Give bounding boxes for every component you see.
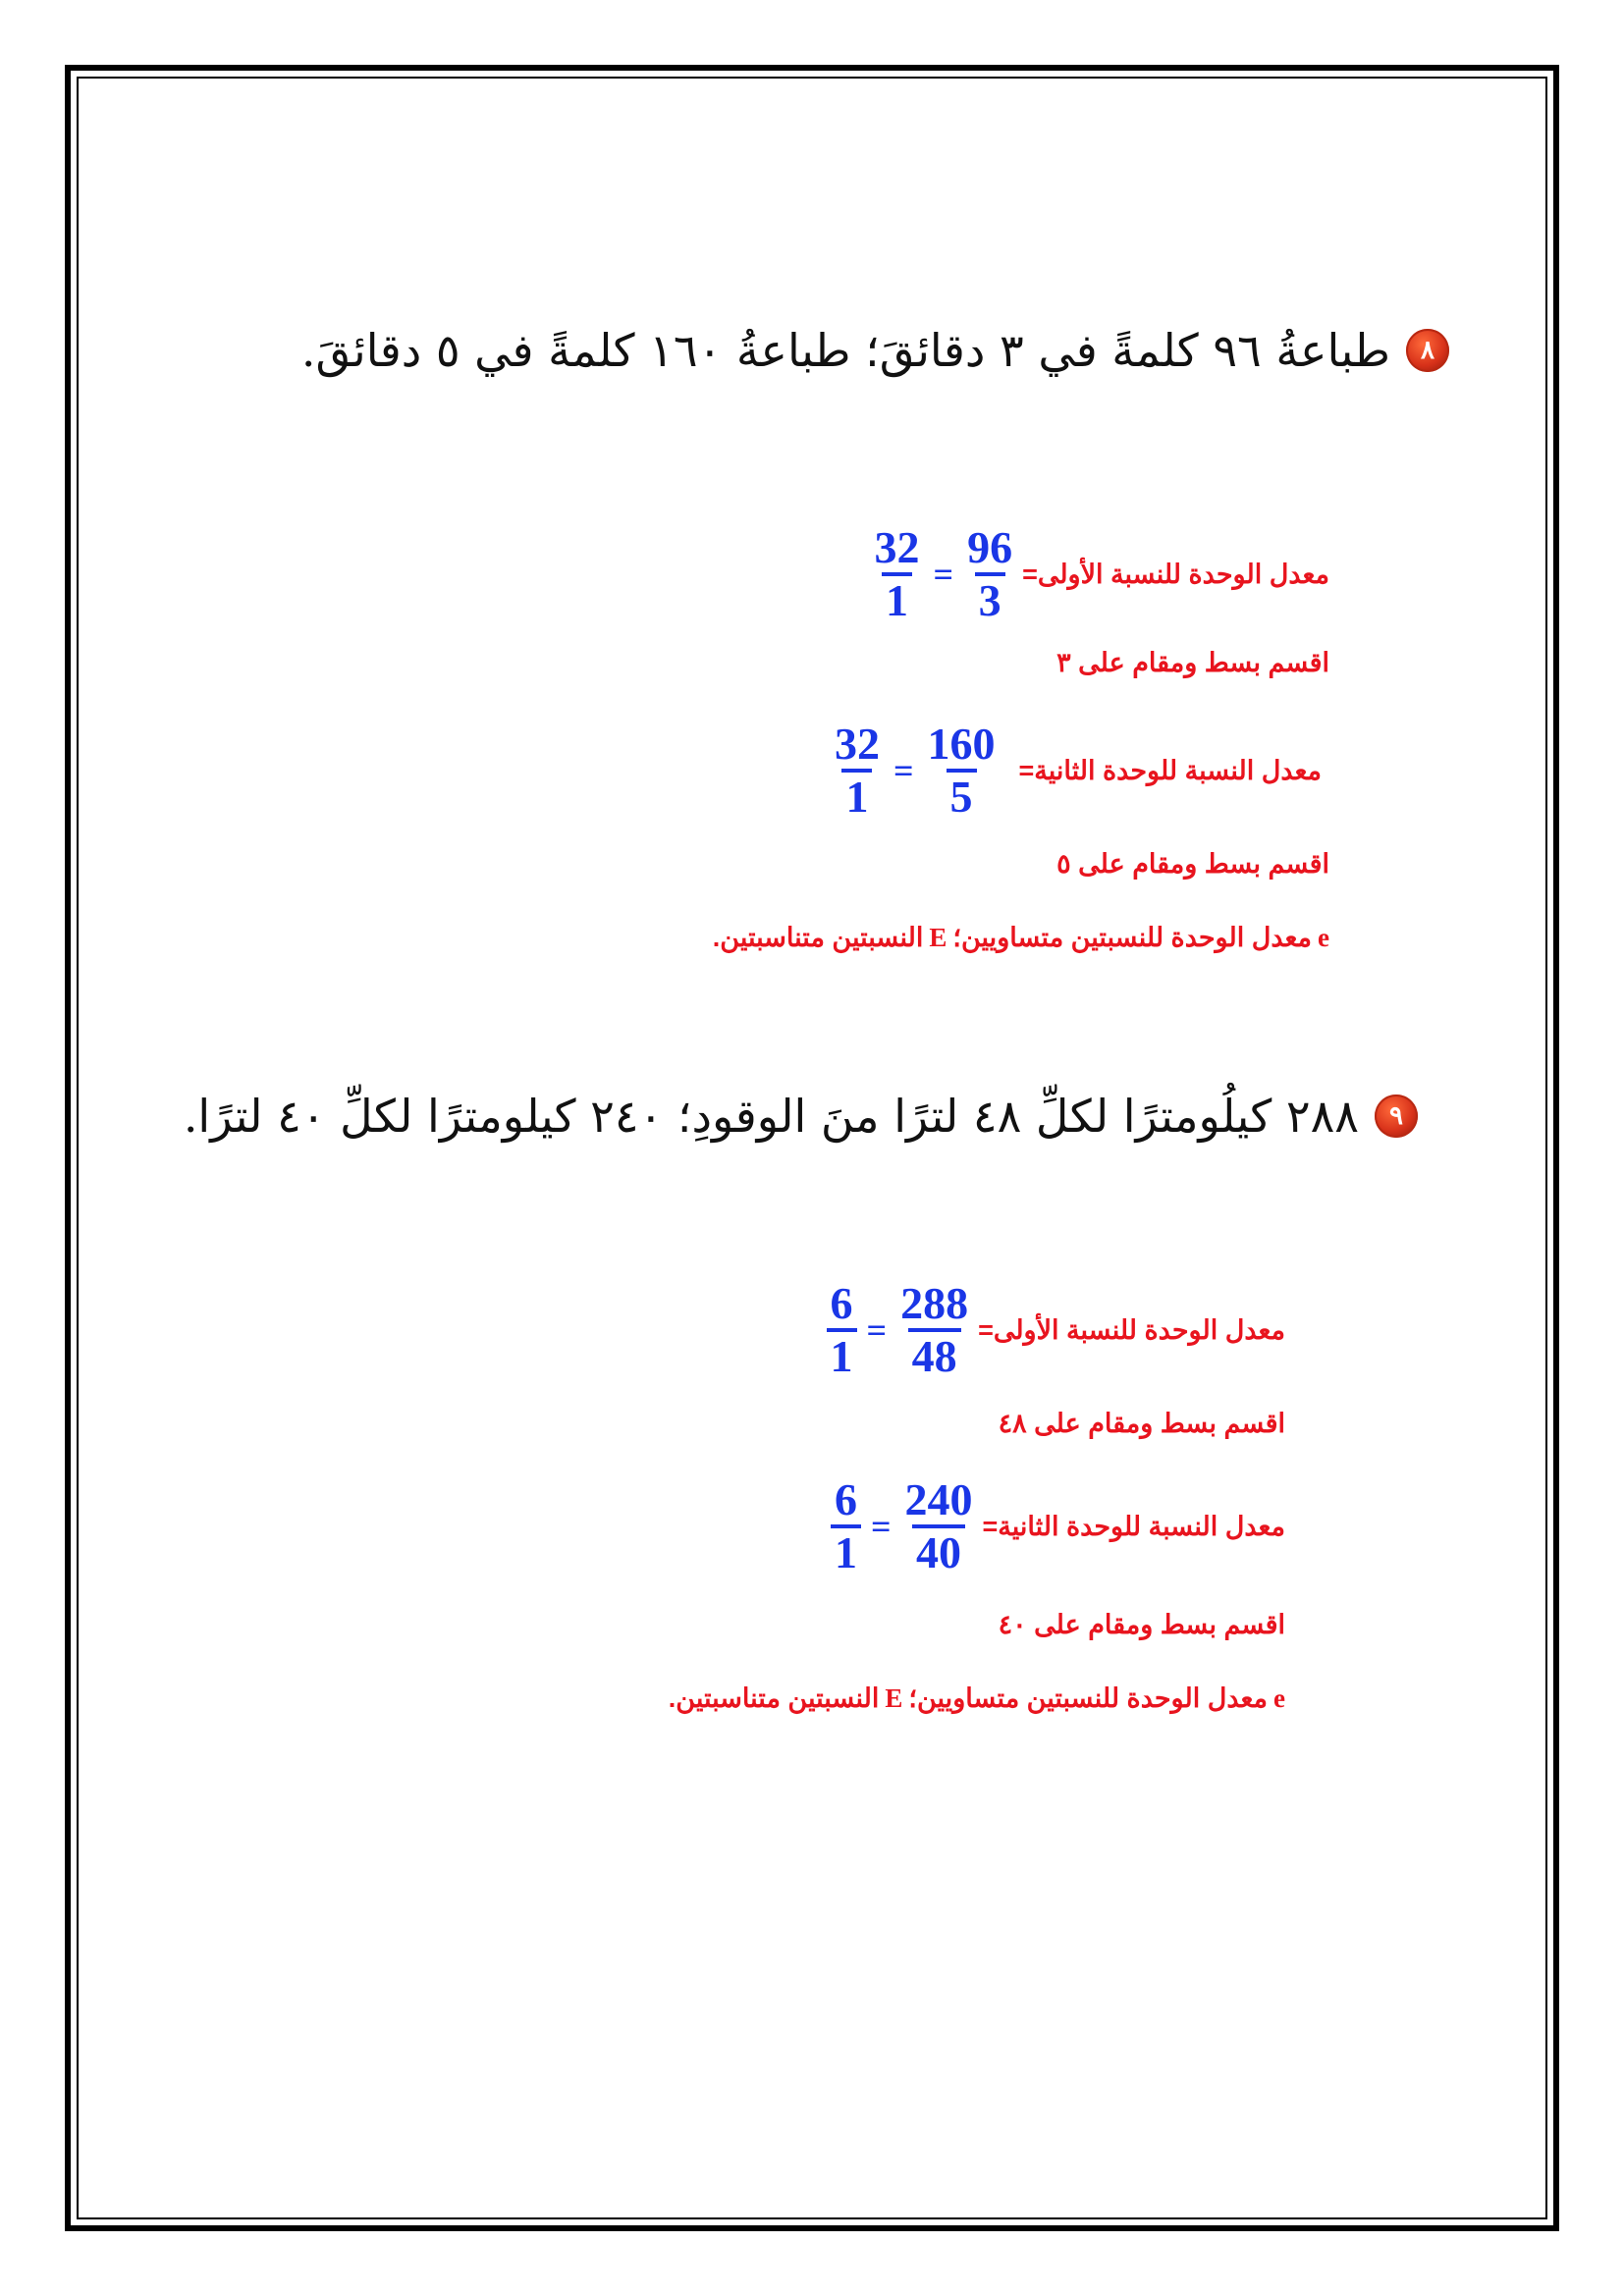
problem-text: طباعةُ ٩٦ كلمةً في ٣ دقائقَ؛ طباعةُ ١٦٠ كلمةً في ٥ دقائقَ. <box>300 324 1390 377</box>
fraction-numerator: 6 <box>830 1278 853 1328</box>
fraction-denominator: 48 <box>908 1328 961 1379</box>
fraction-numerator: 96 <box>967 522 1013 572</box>
fraction-denominator: 1 <box>831 1524 861 1575</box>
page-border-inner <box>77 77 1547 2219</box>
first-rate-label: معدل الوحدة للنسبة الأولى= <box>978 1314 1285 1345</box>
given-ratio-fraction <box>896 1278 972 1381</box>
divide-instruction: اقسم بسط ومقام على ٤٨ <box>998 1409 1285 1438</box>
fraction-numerator: 6 <box>834 1474 857 1524</box>
equals-sign: = <box>933 555 954 594</box>
unit-rate-fraction <box>827 1278 857 1381</box>
fraction-numerator: 240 <box>904 1474 973 1524</box>
first-rate-label: معدل الوحدة للنسبة الأولى= <box>1022 559 1329 589</box>
problem-number-badge: ٨ <box>1406 329 1449 372</box>
problem-8-statement <box>301 324 1449 377</box>
problem-text: ٢٨٨ كيلُومترًا لكلِّ ٤٨ لترًا منَ الوقودِ؛ ٢٤٠ كيلومترًا لكلِّ ٤٠ لترًا. <box>183 1090 1359 1143</box>
second-rate-label: معدل النسبة للوحدة الثانية= <box>1018 755 1322 785</box>
fraction-denominator: 40 <box>912 1524 965 1575</box>
fraction-numerator: 160 <box>927 719 996 769</box>
unit-rate-fraction <box>831 1474 861 1577</box>
p9-second-rate-row <box>831 1474 1285 1577</box>
divide-instruction: اقسم بسط ومقام على ٥ <box>1056 849 1329 879</box>
p9-first-rate-row <box>827 1278 1285 1381</box>
p9-divide-first <box>999 1409 1285 1439</box>
equals-sign: = <box>866 1310 888 1350</box>
problem-9-statement <box>184 1090 1418 1143</box>
therefore-symbol: e <box>1318 923 1329 952</box>
p8-first-rate-row <box>871 522 1329 625</box>
divide-instruction: اقسم بسط ومقام على ٤٠ <box>998 1610 1285 1639</box>
problem-number-badge: ٩ <box>1375 1095 1418 1138</box>
unit-rate-fraction <box>831 721 884 820</box>
conclusion-text: معدل الوحدة للنسبتين متساويين؛ <box>908 1683 1269 1713</box>
therefore-symbol: e <box>1273 1683 1285 1713</box>
given-ratio-fraction <box>963 522 1016 625</box>
implies-symbol: E <box>929 923 947 952</box>
equals-sign: = <box>893 751 914 790</box>
second-rate-label: معدل النسبة للوحدة الثانية= <box>982 1511 1285 1541</box>
fraction-denominator: 1 <box>841 769 872 820</box>
fraction-denominator: 5 <box>947 769 977 820</box>
first-rate-equation <box>871 522 1017 625</box>
p8-second-rate-row <box>831 721 1322 820</box>
p9-divide-second <box>999 1610 1285 1640</box>
conclusion-text: النسبتين متناسبتين. <box>668 1683 880 1713</box>
divide-instruction: اقسم بسط ومقام على ٣ <box>1056 648 1329 677</box>
p8-divide-second <box>1056 849 1329 880</box>
fraction-numerator: 32 <box>874 522 920 572</box>
fraction-denominator: 1 <box>827 1328 857 1379</box>
conclusion-text: معدل الوحدة للنسبتين متساويين؛ <box>952 923 1313 952</box>
equals-sign: = <box>870 1507 892 1546</box>
unit-rate-fraction <box>871 522 924 625</box>
fraction-numerator: 288 <box>900 1278 969 1328</box>
given-ratio-fraction <box>901 1474 977 1577</box>
fraction-denominator: 1 <box>882 572 912 623</box>
first-rate-equation <box>827 1278 973 1381</box>
p9-conclusion <box>669 1683 1285 1714</box>
p8-divide-first <box>1056 648 1329 678</box>
implies-symbol: E <box>885 1683 903 1713</box>
fraction-numerator: 32 <box>834 719 880 769</box>
p8-conclusion <box>713 923 1329 953</box>
second-rate-equation <box>831 721 1000 820</box>
fraction-denominator: 3 <box>975 572 1005 623</box>
conclusion-text: النسبتين متناسبتين. <box>712 923 924 952</box>
second-rate-equation <box>831 1474 977 1577</box>
given-ratio-fraction <box>924 721 1000 820</box>
